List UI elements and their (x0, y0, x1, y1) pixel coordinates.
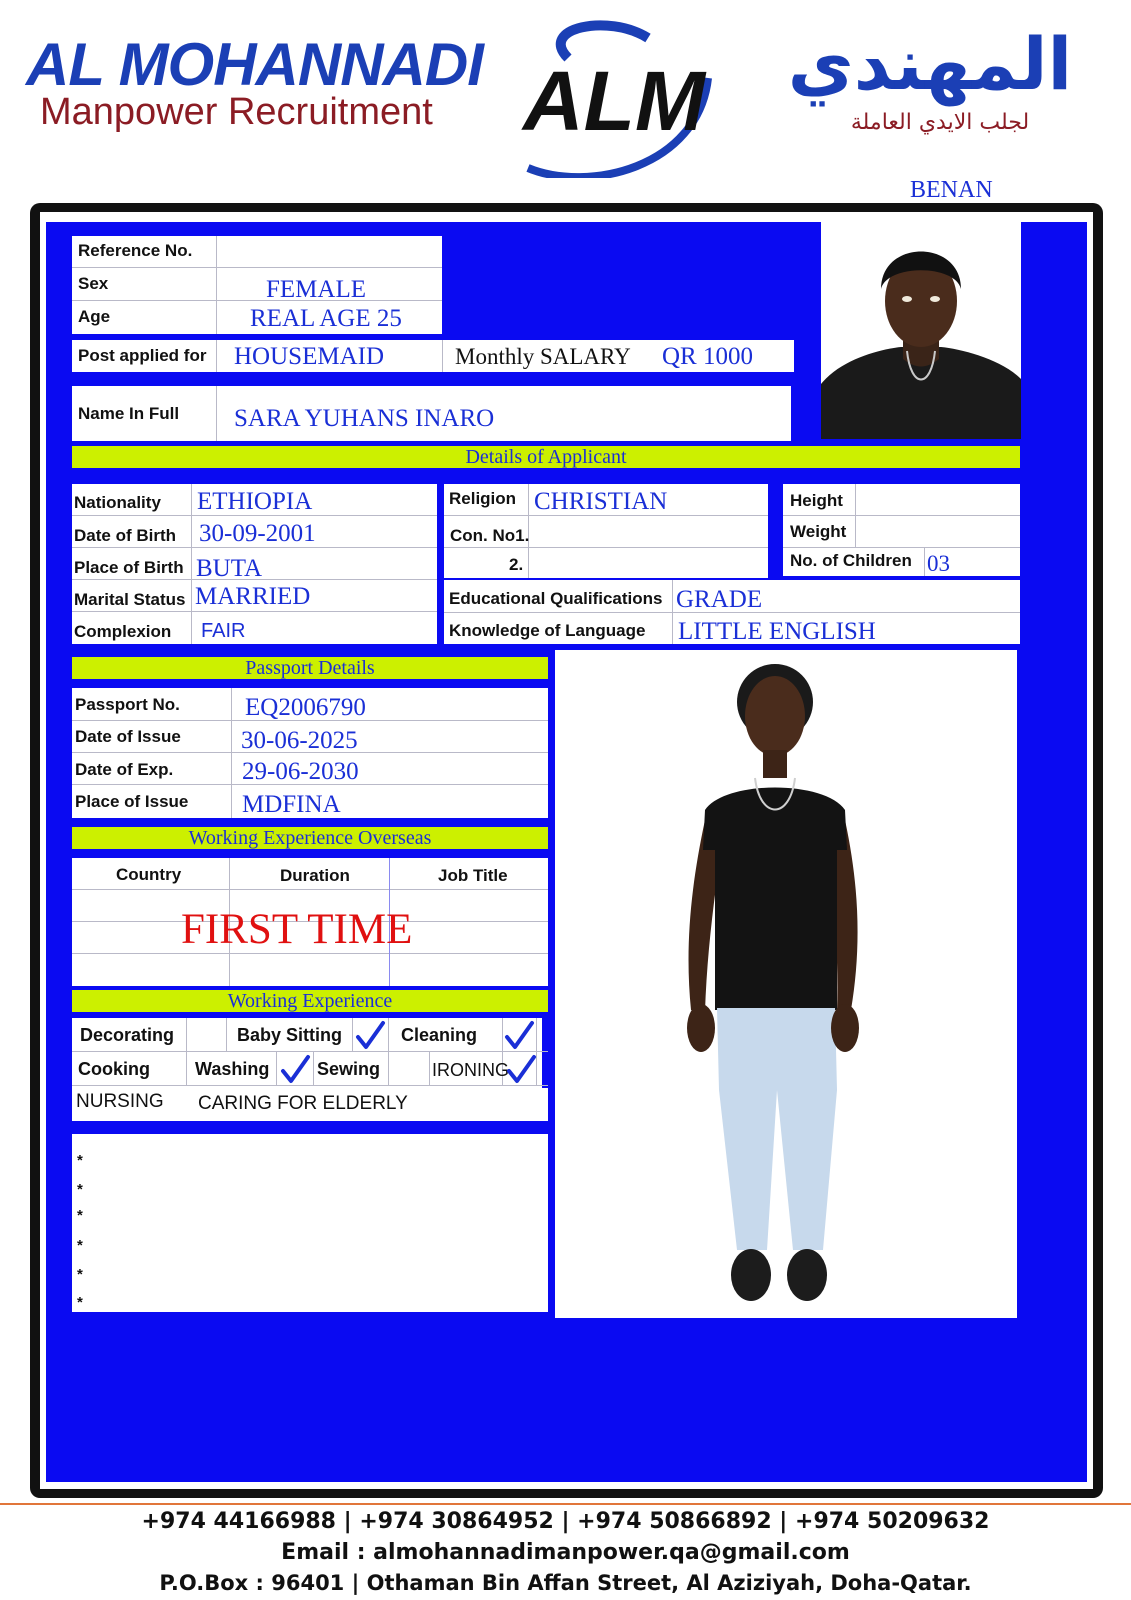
issue-date-value: 30-06-2025 (241, 727, 358, 754)
ironing-check-icon (505, 1054, 537, 1086)
footer-phones: +974 44166988 | +974 30864952 | +974 50866892 | +974 50209632 (141, 1509, 990, 1534)
washing-check-icon (279, 1054, 311, 1086)
children-value: 03 (927, 551, 950, 576)
age-label: Age (78, 307, 111, 326)
details-section-title: Details of Applicant (72, 446, 1020, 468)
name-label: Name In Full (78, 404, 180, 423)
language-value: LITTLE ENGLISH (678, 618, 876, 645)
education-label: Educational Qualifications (449, 589, 663, 608)
skill-cooking: Cooking (78, 1059, 150, 1079)
note-bullet-1: * (77, 1152, 83, 1169)
pob-label: Place of Birth (74, 558, 184, 577)
post-value: HOUSEMAID (234, 343, 384, 370)
nationality-label: Nationality (74, 493, 161, 512)
agent-name: BENAN (910, 177, 993, 203)
skill-decorating: Decorating (80, 1025, 175, 1045)
country-column-header: Country (116, 865, 182, 884)
cleaning-check-icon (503, 1020, 535, 1052)
dob-value: 30-09-2001 (199, 520, 316, 547)
nationality-value: ETHIOPIA (197, 488, 313, 515)
footer-email: Email : almohannadimanpower.qa@gmail.com (281, 1540, 850, 1565)
note-bullet-3: * (77, 1207, 83, 1224)
height-label: Height (790, 491, 843, 510)
skills-section-title: Working Experience (72, 990, 548, 1012)
brand-tagline-arabic: لجلب الايدي العاملة (850, 110, 1030, 135)
reference-label: Reference No. (78, 241, 193, 260)
passport-no-value: EQ2006790 (245, 694, 366, 721)
skill-elderly-care: CARING FOR ELDERLY (198, 1093, 408, 1114)
post-label: Post applied for (78, 346, 207, 365)
passport-section-title: Passport Details (72, 657, 548, 679)
name-value: SARA YUHANS INARO (234, 405, 495, 432)
salary-label: Monthly SALARY (455, 344, 631, 369)
salary-value: QR 1000 (662, 343, 753, 370)
note-bullet-5: * (77, 1266, 83, 1283)
pob-value: BUTA (196, 555, 263, 582)
sex-label: Sex (78, 274, 109, 293)
education-value: GRADE (676, 586, 763, 613)
religion-label: Religion (449, 489, 517, 508)
brand-name: AL MOHANNADI (26, 31, 483, 98)
children-label: No. of Children (790, 551, 912, 570)
skill-nursing: NURSING (76, 1091, 164, 1112)
issue-place-value: MDFINA (242, 791, 341, 818)
portrait-photo (820, 219, 1022, 439)
expiry-date-label: Date of Exp. (75, 760, 174, 779)
full-length-photo (555, 650, 1017, 1318)
complexion-label: Complexion (74, 622, 172, 641)
sex-value: FEMALE (266, 276, 366, 303)
duration-column-header: Duration (280, 866, 350, 885)
contact1-label: Con. No1. (450, 526, 530, 545)
religion-value: CHRISTIAN (534, 488, 668, 515)
issue-place-label: Place of Issue (75, 792, 189, 811)
weight-label: Weight (790, 522, 847, 541)
complexion-value: FAIR (201, 620, 246, 642)
brand-mark-text: ALM (523, 54, 705, 148)
language-label: Knowledge of Language (449, 621, 646, 640)
notes-box (72, 1134, 548, 1312)
marital-label: Marital Status (74, 590, 186, 609)
note-bullet-6: * (77, 1294, 83, 1311)
expiry-date-value: 29-06-2030 (242, 758, 359, 785)
contact2-label: 2. (509, 555, 524, 574)
issue-date-label: Date of Issue (75, 727, 181, 746)
note-bullet-4: * (77, 1237, 83, 1254)
footer-address: P.O.Box : 96401 | Othaman Bin Affan Street, Al Aziziyah, Doha-Qatar. (159, 1571, 972, 1595)
skill-washing: Washing (195, 1059, 270, 1079)
note-bullet-2: * (77, 1181, 83, 1198)
skill-sewing: Sewing (317, 1059, 381, 1079)
job-title-column-header: Job Title (438, 866, 508, 885)
baby-sitting-check-icon (354, 1020, 386, 1052)
skill-ironing: IRONING (432, 1060, 510, 1080)
first-time-note: FIRST TIME (181, 906, 413, 953)
skill-baby-sitting: Baby Sitting (237, 1025, 343, 1045)
brand-name-arabic: المهندي (787, 22, 1073, 106)
brand-logo-mark (498, 18, 730, 178)
marital-value: MARRIED (195, 583, 311, 610)
dob-label: Date of Birth (74, 526, 176, 545)
overseas-section-title: Working Experience Overseas (72, 827, 548, 849)
footer-divider (0, 1503, 1131, 1505)
brand-tagline: Manpower Recruitment (40, 91, 433, 133)
skill-cleaning: Cleaning (401, 1025, 478, 1045)
age-value: REAL AGE 25 (250, 305, 402, 332)
passport-no-label: Passport No. (75, 695, 180, 714)
